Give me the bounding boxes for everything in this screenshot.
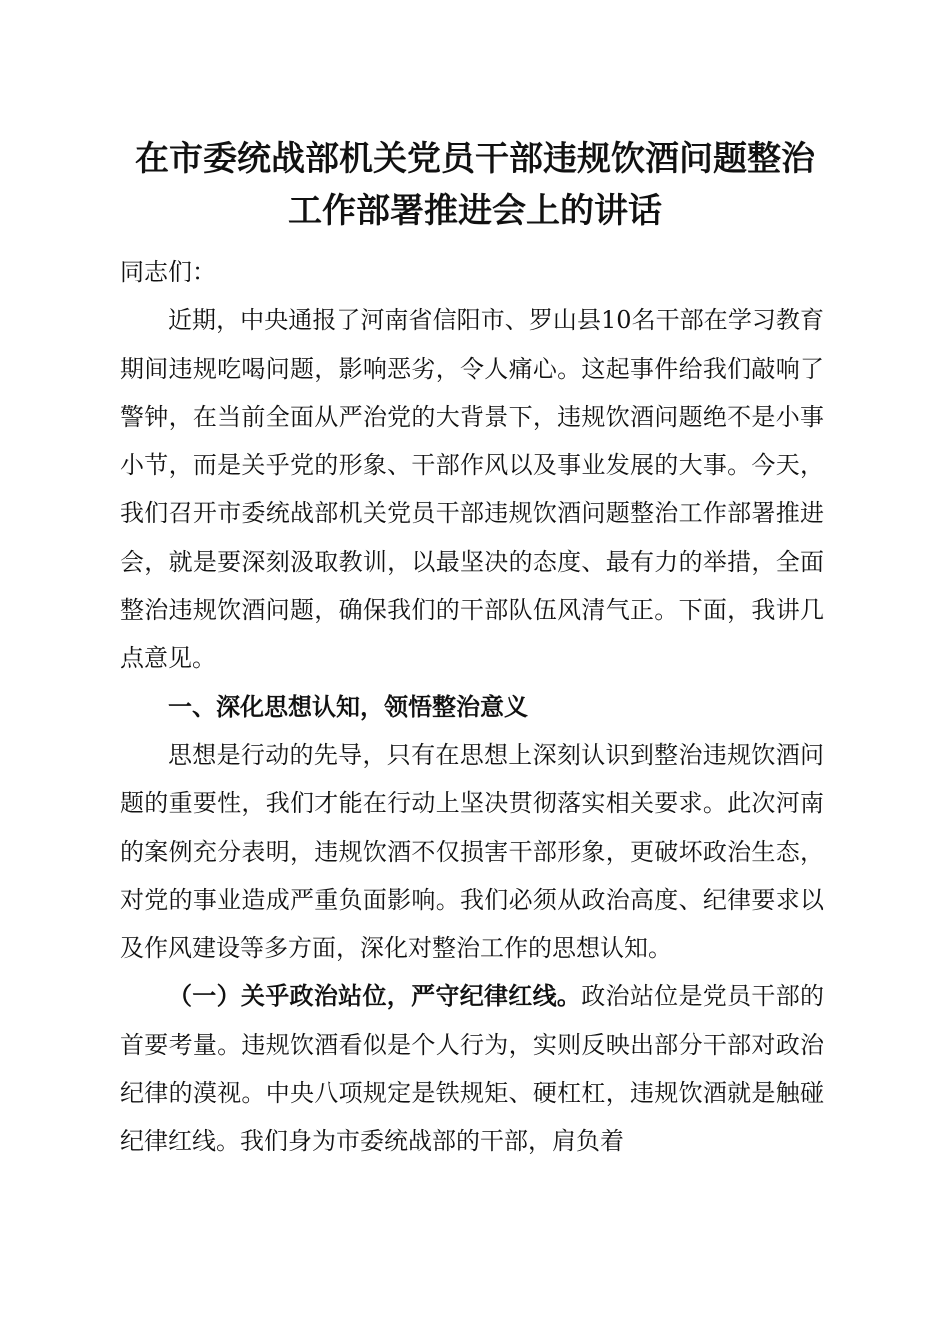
salutation: 同志们： xyxy=(120,258,216,286)
subsection-text-1: 政治站位是党员干部的首要考量。违规饮酒看似是个人行为，实则反映出部分干部对政治纪律的漠视。中央八项规定是铁规矩、硬杠杠，违规饮酒就是触碰纪律红线。我们身为市委统战部的干部，肩负着 xyxy=(120,982,825,1156)
paragraph-introduction: 近期，中央通报了河南省信阳市、罗山县10名干部在学习教育期间违规吃喝问题，影响恶劣，令人痛心。这起事件给我们敲响了警钟，在当前全面从严治党的大背景下，违规饮酒问题绝不是小事小节，而是关乎党的形象、干部作风以及事业发展的大事。今天，我们召开市委统战部机关党员干部违规饮酒问题整治工作部署推进会，就是要深刻汲取教训，以最坚决的态度、最有力的举措，全面整治违规饮酒问题，确保我们的干部队伍风清气正。下面，我讲几点意见。 xyxy=(120,306,824,673)
title-line-1: 在市委统战部机关党员干部违规饮酒问题整治 xyxy=(135,139,815,179)
paragraph-subsection-1 xyxy=(120,972,824,1165)
document-title xyxy=(90,133,860,237)
document-body xyxy=(120,248,824,1166)
section-heading-1: 一、深化思想认知，领悟整治意义 xyxy=(168,692,528,721)
title-line-2: 工作部署推进会上的讲话 xyxy=(288,191,662,231)
paragraph-section-1: 思想是行动的先导，只有在思想上深刻认识到整治违规饮酒问题的重要性，我们才能在行动上坚决贯彻落实相关要求。此次河南的案例充分表明，违规饮酒不仅损害干部形象，更破坏政治生态，对党的事业造成严重负面影响。我们必须从政治高度、纪律要求以及作风建设等多方面，深化对整治工作的思想认知。 xyxy=(120,740,824,963)
subsection-heading-1: （一）关乎政治站位，严守纪律红线。 xyxy=(168,981,582,1011)
